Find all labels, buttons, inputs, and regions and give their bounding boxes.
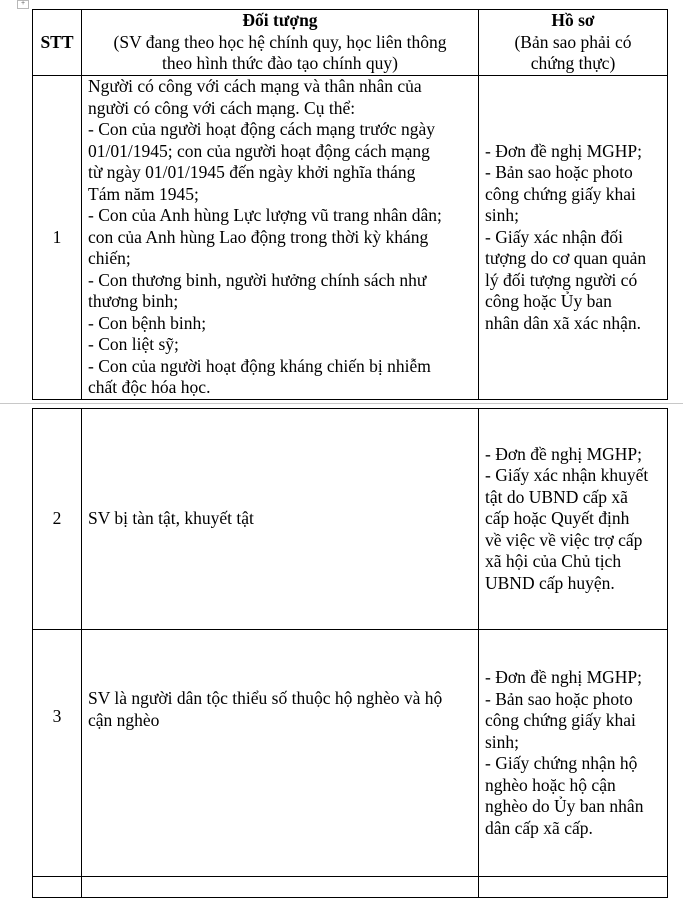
row-doi-tuong — [82, 76, 479, 400]
row-ho-so — [479, 409, 668, 630]
cell-text-line: - Bản sao hoặc photo — [485, 688, 633, 709]
requirements-table-continued — [32, 408, 668, 898]
table-row — [33, 409, 668, 630]
cell-text-line: lý đối tượng người có — [485, 269, 638, 290]
cell-text-line: xã hội của Chủ tịch — [485, 551, 622, 572]
row-ho-so — [479, 76, 668, 400]
cell-text-line: - Bản sao hoặc photo — [485, 162, 633, 182]
cell-text-line: SV bị tàn tật, khuyết tật — [88, 508, 254, 529]
cell-text-line: nhân dân xã xác nhận. — [485, 312, 641, 333]
cell-text-line: Tám năm 1945; — [88, 183, 199, 204]
cell-text-line: sinh; — [485, 205, 520, 225]
header-ho-so-sub: (Bản sao phải có — [514, 31, 632, 52]
cell-text-line: tật do UBND cấp xã — [485, 486, 628, 507]
cell-text-line: công hoặc Ủy ban — [485, 291, 612, 311]
cell-text-line: SV là người dân tộc thiểu số thuộc hộ nghèo và hộ — [88, 688, 443, 708]
table-row — [33, 76, 668, 400]
header-doi-tuong-title: Đối tượng — [242, 10, 318, 31]
cell-text-line: cận nghèo — [88, 709, 160, 730]
cell-text-line: công chứng giấy khai — [485, 710, 636, 730]
table-header-row — [33, 10, 668, 76]
cell-text-line: chất độc hóa học. — [88, 377, 211, 397]
row-doi-tuong — [82, 409, 479, 630]
cell-text-line: UBND cấp huyện. — [485, 572, 615, 593]
cell-text-line: nghèo do Ủy ban nhân — [485, 796, 644, 816]
cell-text-line: chiến; — [88, 248, 131, 268]
row-doi-tuong — [82, 877, 479, 898]
cell-text-line: - Con liệt sỹ; — [88, 334, 179, 354]
row-ho-so — [479, 877, 668, 898]
cell-text-line: cấp hoặc Quyết định — [485, 508, 630, 529]
cell-text-line: từ ngày 01/01/1945 đến ngày khởi nghĩa tháng — [88, 162, 416, 182]
cell-text-line: người có công với cách mạng. Cụ thể: — [88, 97, 356, 118]
cell-text-line: - Đơn đề nghị MGHP; — [485, 443, 643, 464]
table-row-partial — [33, 877, 668, 898]
header-ho-so — [479, 10, 668, 76]
cell-text-line: - Con của người hoạt động kháng chiến bị nhiễm — [88, 355, 431, 376]
cell-text-line: con của Anh hùng Lao động trong thời kỳ kháng — [88, 226, 429, 247]
cell-text-line: - Con của người hoạt động cách mạng trước ngày — [88, 119, 436, 139]
header-doi-tuong — [82, 10, 479, 76]
header-doi-tuong-sub: theo hình thức đào tạo chính quy) — [162, 53, 398, 74]
cell-text-line: công chứng giấy khai — [485, 183, 636, 204]
header-stt: STT — [33, 10, 82, 76]
table-move-handle-icon[interactable]: + — [17, 0, 29, 9]
cell-text-line: về việc về việc trợ cấp — [485, 529, 643, 550]
cell-text-line: - Con bệnh binh; — [88, 312, 207, 333]
cell-text-line: tượng do cơ quan quản — [485, 248, 647, 268]
cell-text-line: thương binh; — [88, 291, 179, 311]
cell-text-line: - Đơn đề nghị MGHP; — [485, 667, 643, 687]
requirements-table — [32, 9, 668, 400]
cell-text-line: nghèo hoặc hộ cận — [485, 774, 616, 795]
header-doi-tuong-sub: (SV đang theo học hệ chính quy, học liên thông — [113, 31, 447, 52]
cell-text-line: - Giấy xác nhận khuyết — [485, 465, 649, 486]
row-ho-so — [479, 630, 668, 877]
row-stt — [33, 877, 82, 898]
header-ho-so-title: Hồ sơ — [551, 10, 595, 31]
cell-text-line: - Giấy xác nhận đối — [485, 226, 624, 247]
cell-text-line: - Con thương binh, người hưởng chính sách như — [88, 269, 427, 290]
cell-text-line: 01/01/1945; con của người hoạt động cách mạng — [88, 140, 430, 161]
cell-text-line: - Đơn đề nghị MGHP; — [485, 140, 643, 161]
cell-text-line: - Giấy chứng nhận hộ — [485, 753, 638, 773]
cell-text-line: - Con của Anh hùng Lực lượng vũ trang nhân dân; — [88, 205, 442, 225]
page-break-divider — [0, 403, 683, 404]
table-row — [33, 630, 668, 877]
row-stt: 2 — [33, 409, 82, 630]
header-ho-so-sub: chứng thực) — [530, 53, 616, 74]
row-doi-tuong — [82, 630, 479, 877]
cell-text-line: Người có công với cách mạng và thân nhân của — [88, 76, 422, 96]
cell-text-line: dân cấp xã cấp. — [485, 817, 593, 838]
row-stt: 3 — [33, 630, 82, 877]
cell-text-line: sinh; — [485, 731, 520, 752]
row-stt: 1 — [33, 76, 82, 400]
